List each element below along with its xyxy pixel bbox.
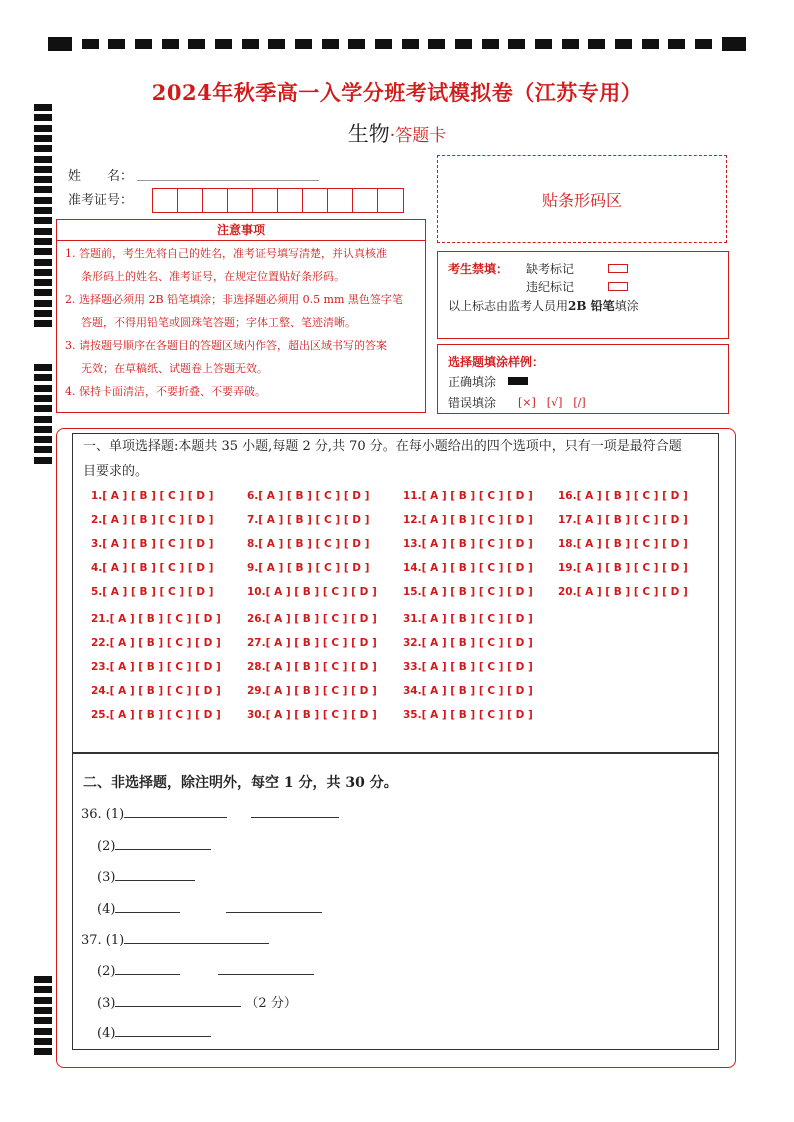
fill-sample-box xyxy=(437,344,729,414)
choice-question[interactable]: 21.[ A ] [ B ] [ C ] [ D ] xyxy=(91,613,221,625)
section-choice xyxy=(72,433,719,753)
choice-question[interactable]: 11.[ A ] [ B ] [ C ] [ D ] xyxy=(403,490,533,502)
choice-question[interactable]: 20.[ A ] [ B ] [ C ] [ D ] xyxy=(558,586,688,598)
choice-question[interactable]: 24.[ A ] [ B ] [ C ] [ D ] xyxy=(91,685,221,697)
choice-question[interactable]: 5.[ A ] [ B ] [ C ] [ D ] xyxy=(91,586,214,598)
answer-37-4[interactable]: (4) xyxy=(97,1023,211,1041)
choice-question[interactable]: 9.[ A ] [ B ] [ C ] [ D ] xyxy=(247,562,370,574)
answer-37-3[interactable]: (3) （2 分） xyxy=(97,992,297,1011)
choice-question[interactable]: 26.[ A ] [ B ] [ C ] [ D ] xyxy=(247,613,377,625)
wrong-fill-marks: [×] [√] [/] xyxy=(518,396,586,409)
id-number-boxes[interactable] xyxy=(152,188,404,213)
choice-question[interactable]: 27.[ A ] [ B ] [ C ] [ D ] xyxy=(247,637,377,649)
choice-question[interactable]: 12.[ A ] [ B ] [ C ] [ D ] xyxy=(403,514,533,526)
choice-question[interactable]: 8.[ A ] [ B ] [ C ] [ D ] xyxy=(247,538,370,550)
choice-question[interactable]: 18.[ A ] [ B ] [ C ] [ D ] xyxy=(558,538,688,550)
notice-item: 4. 保持卡面清洁，不要折叠、不要弄破。 xyxy=(65,385,266,398)
choice-question[interactable]: 1.[ A ] [ B ] [ C ] [ D ] xyxy=(91,490,214,502)
fill-sample-heading: 选择题填涂样例： xyxy=(448,355,545,369)
choice-question[interactable]: 7.[ A ] [ B ] [ C ] [ D ] xyxy=(247,514,370,526)
choice-question[interactable]: 6.[ A ] [ B ] [ C ] [ D ] xyxy=(247,490,370,502)
timing-marks-top xyxy=(48,37,746,51)
absent-mark-box[interactable] xyxy=(608,264,628,273)
page-subtitle xyxy=(0,118,794,148)
name-label: 姓 名： xyxy=(68,169,134,184)
answer-36-4[interactable]: (4) xyxy=(97,899,322,917)
page-title: 2024年秋季高一入学分班考试模拟卷（江苏专用） xyxy=(151,80,643,105)
id-label: 准考证号： xyxy=(68,193,134,208)
choice-question[interactable]: 2.[ A ] [ B ] [ C ] [ D ] xyxy=(91,514,214,526)
notice-heading: 注意事项 xyxy=(57,220,425,241)
section-open-heading: 二、非选择题，除注明外，每空 1 分，共 30 分。 xyxy=(83,775,398,791)
forbidden-label: 考生禁填： xyxy=(448,262,509,276)
choice-question[interactable]: 28.[ A ] [ B ] [ C ] [ D ] xyxy=(247,661,377,673)
barcode-area: 贴条形码区 xyxy=(437,155,727,243)
choice-question[interactable]: 22.[ A ] [ B ] [ C ] [ D ] xyxy=(91,637,221,649)
violation-mark-box[interactable] xyxy=(608,282,628,291)
choice-question[interactable]: 3.[ A ] [ B ] [ C ] [ D ] xyxy=(91,538,214,550)
section-choice-intro: 一、单项选择题:本题共 35 小题,每题 2 分,共 70 分。在每小题给出的四个选项中，只有一项是最符合题 目要求的。 xyxy=(83,439,682,479)
forbidden-box xyxy=(437,251,729,339)
choice-question[interactable]: 10.[ A ] [ B ] [ C ] [ D ] xyxy=(247,586,377,598)
choice-question[interactable]: 19.[ A ] [ B ] [ C ] [ D ] xyxy=(558,562,688,574)
choice-question[interactable]: 35.[ A ] [ B ] [ C ] [ D ] xyxy=(403,709,533,721)
choice-question[interactable]: 30.[ A ] [ B ] [ C ] [ D ] xyxy=(247,709,377,721)
card-label: ·答题卡 xyxy=(389,126,447,146)
choice-question[interactable]: 13.[ A ] [ B ] [ C ] [ D ] xyxy=(403,538,533,550)
answer-36-3[interactable]: (3) xyxy=(97,867,195,885)
notice-item: 3. 请按题号顺序在各题目的答题区域内作答，超出区域书写的答案 无效；在草稿纸、试题卷上答题无效。 xyxy=(65,339,387,375)
choice-question[interactable]: 14.[ A ] [ B ] [ C ] [ D ] xyxy=(403,562,533,574)
choice-question[interactable]: 32.[ A ] [ B ] [ C ] [ D ] xyxy=(403,637,533,649)
notice-item: 1. 答题前，考生先将自己的姓名，准考证号填写清楚，并认真核准 条形码上的姓名、准考证号，在规定位置贴好条形码。 xyxy=(65,247,387,283)
name-field[interactable] xyxy=(137,180,319,181)
answer-37-2[interactable]: (2) xyxy=(97,961,314,979)
wrong-fill-label: 错误填涂 xyxy=(448,396,497,410)
notice-box xyxy=(56,219,426,413)
answer-36-1[interactable]: 36. (1) xyxy=(81,804,339,822)
choice-question[interactable]: 29.[ A ] [ B ] [ C ] [ D ] xyxy=(247,685,377,697)
notice-item: 2. 选择题必须用 2B 铅笔填涂；非选择题必须用 0.5 mm 黑色签字笔 答题，不得用铅笔或圆珠笔答题；字体工整、笔迹清晰。 xyxy=(65,293,403,329)
choice-question[interactable]: 34.[ A ] [ B ] [ C ] [ D ] xyxy=(403,685,533,697)
choice-question[interactable]: 17.[ A ] [ B ] [ C ] [ D ] xyxy=(558,514,688,526)
section-open xyxy=(72,753,719,1050)
choice-question[interactable]: 31.[ A ] [ B ] [ C ] [ D ] xyxy=(403,613,533,625)
forbidden-note: 以上标志由监考人员用2B 铅笔填涂 xyxy=(448,299,639,313)
correct-fill-mark xyxy=(508,377,528,385)
violation-label: 违纪标记 xyxy=(526,280,575,294)
answer-37-1[interactable]: 37. (1) xyxy=(81,930,269,948)
absent-label: 缺考标记 xyxy=(526,262,575,276)
choice-question[interactable]: 25.[ A ] [ B ] [ C ] [ D ] xyxy=(91,709,221,721)
choice-question[interactable]: 4.[ A ] [ B ] [ C ] [ D ] xyxy=(91,562,214,574)
choice-question[interactable]: 33.[ A ] [ B ] [ C ] [ D ] xyxy=(403,661,533,673)
answer-36-2[interactable]: (2) xyxy=(97,836,211,854)
correct-fill-label: 正确填涂 xyxy=(448,375,497,389)
choice-question[interactable]: 23.[ A ] [ B ] [ C ] [ D ] xyxy=(91,661,221,673)
choice-question[interactable]: 15.[ A ] [ B ] [ C ] [ D ] xyxy=(403,586,533,598)
choice-question[interactable]: 16.[ A ] [ B ] [ C ] [ D ] xyxy=(558,490,688,502)
subject-label: 生物 xyxy=(347,122,390,146)
